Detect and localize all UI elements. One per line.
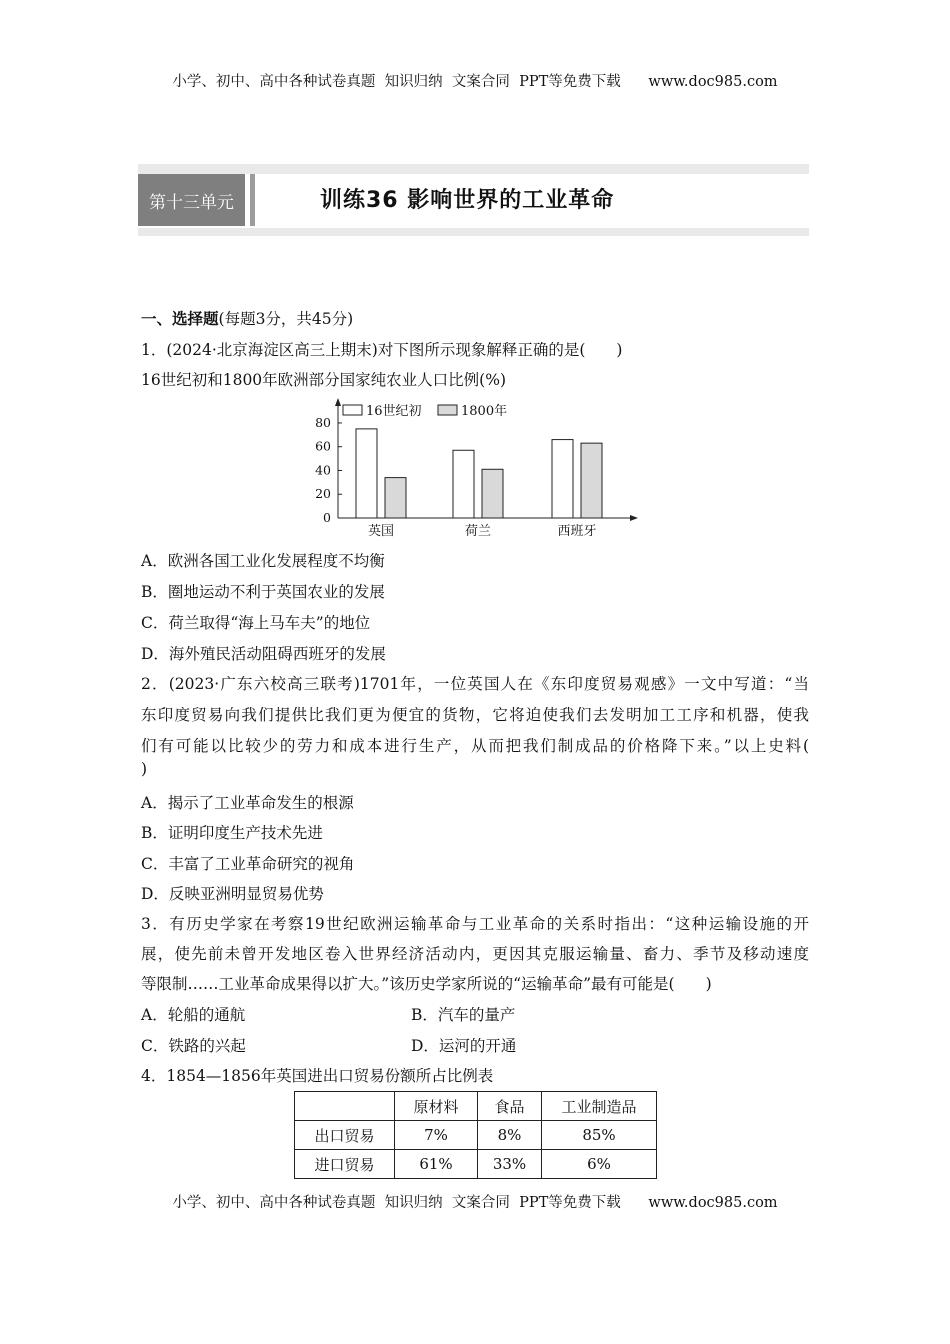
q2-stem-line-1: 2．(2023·广东六校高三联考)1701年，一位英国人在《东印度贸易观感》一文中写道：“当 (141, 675, 809, 693)
q1-option-c: C．荷兰取得“海上马车夫”的地位 (141, 614, 371, 632)
page-footer: 小学、初中、高中各种试卷真题 知识归纳 文案合同 PPT等免费下载 www.doc985.com (172, 1195, 778, 1211)
q2-stem-line-3: 们有可能以比较少的劳力和成本进行生产，从而把我们制成品的价格降下来。”以上史料( (141, 737, 809, 755)
q3-stem-line-2: 展，使先前未曾开发地区卷入世界经济活动内，更因其克服运输量、畜力、季节及移动速度 (141, 945, 809, 963)
q2-option-a: A．揭示了工业革命发生的根源 (141, 794, 354, 812)
table-header-cell: 原材料 (395, 1092, 478, 1121)
table-header-row (295, 1092, 657, 1121)
x-tick-label: 荷兰 (464, 524, 492, 539)
section-heading (141, 307, 353, 329)
q3-option-c: C．铁路的兴起 (141, 1037, 246, 1055)
table-cell: 8% (478, 1121, 542, 1150)
q4-stem: 4．1854—1856年英国进出口贸易份额所占比例表 (141, 1067, 494, 1085)
table-header-cell (295, 1092, 395, 1121)
q2-stem-line-2: 东印度贸易向我们提供比我们更为便宜的货物，它将迫使我们去发明加工工序和机器，使我 (141, 706, 809, 724)
y-tick-label: 20 (315, 486, 331, 502)
y-tick-label: 60 (315, 438, 331, 454)
bar (552, 440, 573, 518)
table-row (295, 1150, 657, 1179)
y-tick-label: 80 (315, 414, 331, 430)
bar (453, 450, 474, 518)
unit-separator (250, 174, 255, 226)
table-cell: 33% (478, 1150, 542, 1179)
bar (581, 443, 602, 518)
q1-stem: 1．(2024·北京海淀区高三上期末)对下图所示现象解释正确的是( ) (141, 341, 623, 359)
q1-bar-chart (298, 398, 643, 543)
section-note: (每题3分，共45分) (218, 310, 354, 328)
table-header-cell: 工业制造品 (542, 1092, 657, 1121)
q1-option-d: D．海外殖民活动阻碍西班牙的发展 (141, 645, 386, 663)
legend-label-series-1: 16世纪初 (366, 404, 422, 419)
legend-swatch-series-1 (343, 405, 362, 415)
x-tick-label: 英国 (367, 524, 395, 539)
legend-label-series-2: 1800年 (461, 404, 508, 419)
table-cell: 85% (542, 1121, 657, 1150)
table-cell: 进口贸易 (295, 1150, 395, 1179)
q2-stem-line-4: ) (141, 760, 148, 778)
section-title: 一、选择题 (141, 309, 219, 328)
q3-option-b: B．汽车的量产 (411, 1006, 516, 1024)
bar (482, 469, 503, 518)
q3-option-d: D．运河的开通 (411, 1037, 517, 1055)
q1-option-b: B．圈地运动不利于英国农业的发展 (141, 583, 385, 601)
chart-legend (343, 403, 507, 419)
q2-option-c: C．丰富了工业革命研究的视角 (141, 855, 355, 873)
y-tick-label: 0 (323, 510, 331, 525)
table-cell: 7% (395, 1121, 478, 1150)
bar (385, 478, 406, 518)
table-header-cell: 食品 (478, 1092, 542, 1121)
chart-plot-area (315, 398, 638, 539)
q2-option-b: B．证明印度生产技术先进 (141, 824, 323, 842)
q1-option-a: A．欧洲各国工业化发展程度不均衡 (141, 552, 385, 570)
q3-stem-line-3: 等限制……工业革命成果得以扩大。”该历史学家所说的“运输革命”最有可能是( ) (141, 975, 712, 993)
x-tick-label: 西班牙 (557, 524, 597, 539)
bar (356, 429, 377, 518)
q2-option-d: D．反映亚洲明显贸易优势 (141, 885, 324, 903)
table-row (295, 1121, 657, 1150)
legend-swatch-series-2 (438, 405, 457, 415)
unit-title: 训练36 影响世界的工业革命 (320, 188, 615, 213)
x-axis-arrow (630, 515, 638, 521)
q4-trade-table (294, 1091, 657, 1179)
page-header: 小学、初中、高中各种试卷真题 知识归纳 文案合同 PPT等免费下载 www.doc985.com (172, 74, 778, 90)
unit-tag: 第十三单元 (138, 174, 245, 226)
y-axis-arrow (335, 398, 341, 406)
q3-stem-line-1: 3．有历史学家在考察19世纪欧洲运输革命与工业革命的关系时指出：“这种运输设施的开 (141, 915, 809, 933)
q3-option-a: A．轮船的通航 (141, 1006, 246, 1024)
q1-chart-caption: 16世纪初和1800年欧洲部分国家纯农业人口比例(%) (141, 371, 506, 389)
y-tick-label: 40 (315, 462, 331, 478)
table-cell: 61% (395, 1150, 478, 1179)
table-cell: 出口贸易 (295, 1121, 395, 1150)
table-cell: 6% (542, 1150, 657, 1179)
